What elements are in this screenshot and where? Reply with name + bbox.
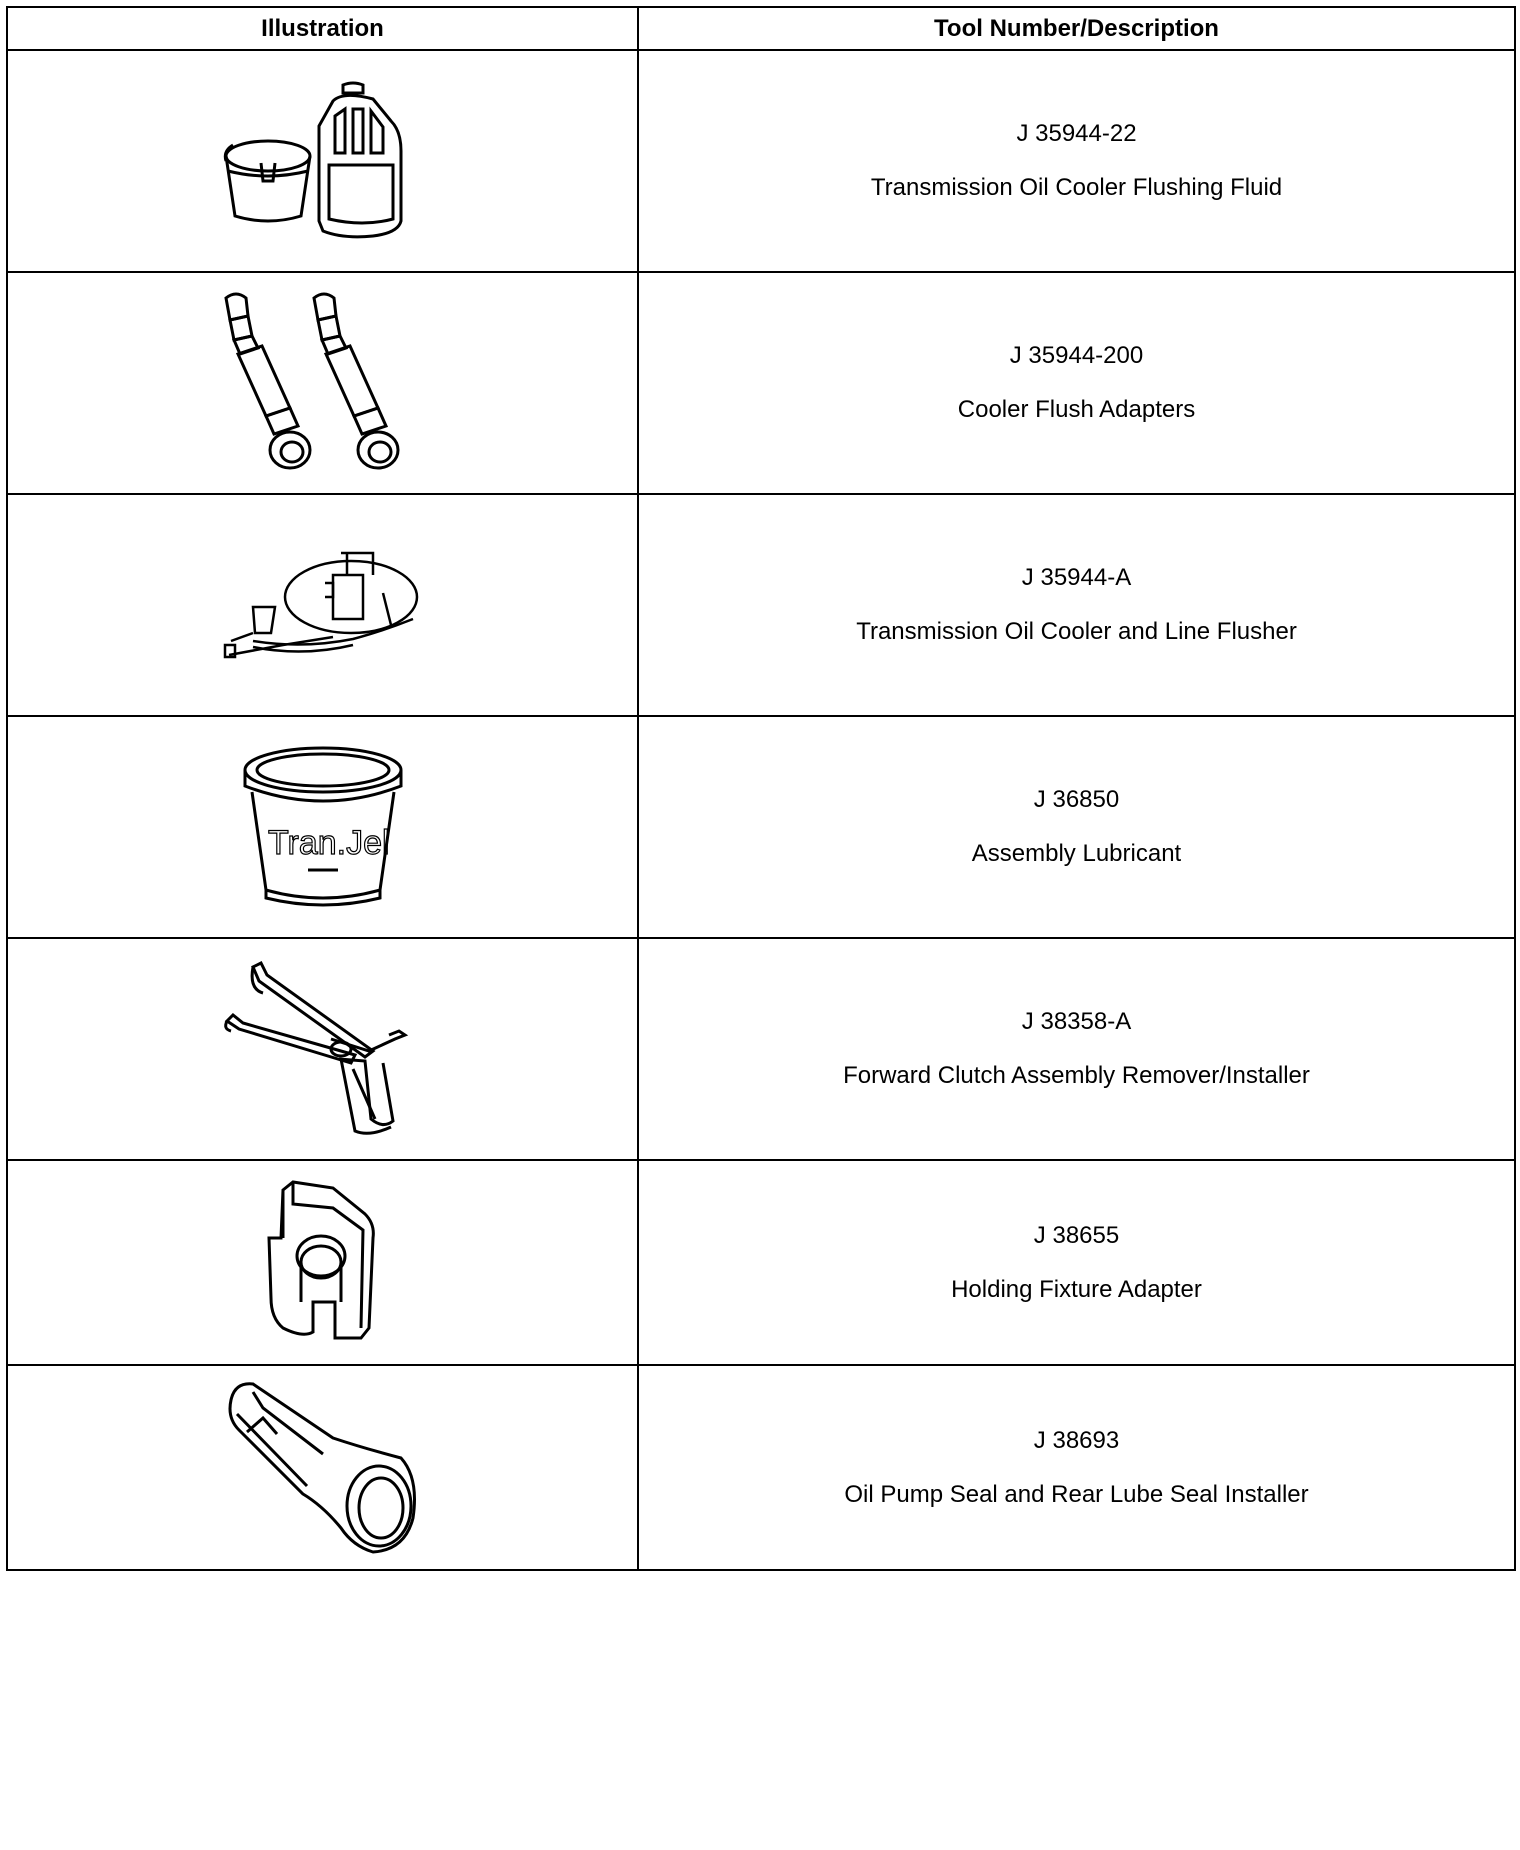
tool-description: Forward Clutch Assembly Remover/Installer — [843, 1062, 1310, 1089]
illustration-cell — [7, 494, 638, 716]
illustration-cell — [7, 50, 638, 272]
flushing-fluid-bucket-and-jug-icon — [223, 81, 423, 241]
tool-description: Assembly Lubricant — [971, 840, 1182, 867]
illustration-cell — [7, 716, 638, 938]
header-illustration: Illustration — [7, 7, 638, 50]
clutch-remover-tool-icon — [223, 959, 423, 1139]
tool-description: Oil Pump Seal and Rear Lube Seal Installer — [844, 1480, 1309, 1508]
description-cell — [638, 494, 1515, 716]
tool-number: J 35944-22 — [1016, 120, 1137, 147]
header-tool-description: Tool Number/Description — [638, 7, 1515, 50]
table-row — [7, 1365, 1515, 1570]
description-cell — [638, 1160, 1515, 1365]
illustration-cell — [7, 1365, 638, 1570]
tool-description: Holding Fixture Adapter — [951, 1275, 1202, 1303]
tool-number: J 35944-A — [1021, 564, 1132, 591]
header-row — [7, 7, 1515, 50]
tool-number: J 36850 — [1033, 786, 1120, 813]
description-cell — [638, 1365, 1515, 1570]
line-flusher-icon — [223, 545, 423, 665]
tool-number: J 38655 — [1033, 1221, 1120, 1249]
description-cell — [638, 50, 1515, 272]
table-row — [7, 938, 1515, 1160]
table-row — [7, 716, 1515, 938]
tool-description: Transmission Oil Cooler and Line Flusher — [856, 618, 1297, 645]
tool-number: J 38358-A — [1021, 1008, 1132, 1035]
table-row — [7, 272, 1515, 494]
description-cell — [638, 716, 1515, 938]
lubricant-label: Tran.Jel — [267, 824, 390, 862]
description-cell — [638, 938, 1515, 1160]
tool-description: Transmission Oil Cooler Flushing Fluid — [870, 174, 1283, 201]
illustration-cell — [7, 272, 638, 494]
table-row — [7, 1160, 1515, 1365]
tool-number: J 38693 — [1033, 1426, 1120, 1454]
tool-number: J 35944-200 — [1009, 342, 1144, 369]
table-row — [7, 494, 1515, 716]
illustration-cell — [7, 1160, 638, 1365]
special-tools-table — [6, 6, 1516, 1571]
holding-fixture-adapter-icon — [263, 1178, 383, 1348]
description-cell — [638, 272, 1515, 494]
tool-description: Cooler Flush Adapters — [957, 396, 1196, 423]
lubricant-tub-icon — [238, 742, 408, 912]
seal-installer-icon — [223, 1378, 423, 1558]
cooler-flush-adapters-icon — [218, 288, 428, 478]
table-row — [7, 50, 1515, 272]
illustration-cell — [7, 938, 638, 1160]
